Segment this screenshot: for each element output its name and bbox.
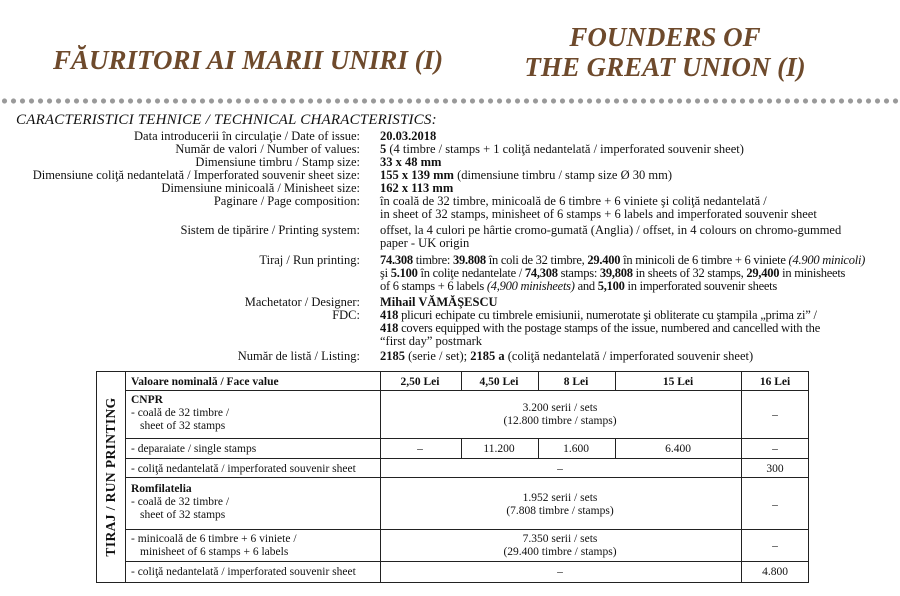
cnpr-single-450: 11.200	[483, 443, 515, 455]
run-printing-line2: şi 5.100 în coliţe nedantelate / 74,308 stamps: 39,808 in sheets of 32 stamps, 29,400 in minisheets	[380, 266, 846, 280]
souvenir-sheet-size-value: 155 x 139 mm (dimensiune timbru / stamp size Ø 30 mm)	[380, 168, 672, 182]
romfilatelia-souvenir-label: - coliţă nedantelată / imperforated souvenir sheet	[131, 566, 356, 578]
page-composition-label: Paginare / Page composition:	[213, 194, 360, 208]
issue-date-label: Data introducerii în circulaţie / Date of issue:	[134, 129, 360, 143]
technical-characteristics-heading: CARACTERISTICI TEHNICE / TECHNICAL CHARACTERISTICS:	[16, 112, 437, 128]
title-english	[515, 22, 815, 82]
cnpr-label: CNPR	[131, 394, 163, 406]
fdc-line2: 418 covers equipped with the postage stamps of the issue, numbered and cancelled with the	[380, 321, 821, 335]
listing-label: Număr de listă / Listing:	[237, 349, 360, 363]
face-value-15: 15 Lei	[662, 376, 694, 388]
issue-date-value: 20.03.2018	[380, 129, 437, 143]
romfilatelia-mini-label-line1: - minicoală de 6 timbre + 6 viniete /	[131, 533, 297, 545]
face-value-250: 2,50 Lei	[400, 376, 440, 388]
run-printing-line1: 74.308 timbre: 39.808 în coli de 32 timbre, 29.400 în minicoli de 6 timbre + 6 viniete (4.900 minicoli)	[380, 253, 866, 267]
run-printing-line3: of 6 stamps + 6 labels (4,900 minisheets) and 5,100 in imperforated souvenir sheets	[380, 279, 778, 293]
romfilatelia-sheet-value-line2: (7.808 timbre / stamps)	[506, 505, 614, 517]
cnpr-souvenir-merged: –	[557, 463, 563, 475]
romfilatelia-sheet-16: –	[772, 499, 778, 511]
romfilatelia-mini-value-line1: 7.350 serii / sets	[522, 533, 598, 545]
designer-value: Mihail VĂMĂŞESCU	[380, 295, 498, 309]
cnpr-single-15: 6.400	[665, 443, 691, 455]
cnpr-single-8: 1.600	[563, 443, 589, 455]
face-value-450: 4,50 Lei	[479, 376, 519, 388]
romfilatelia-sheet-label-line2: sheet of 32 stamps	[140, 509, 226, 521]
cnpr-sheet-16: –	[772, 409, 778, 421]
table-vertical-label: TIRAJ / RUN PRINTING	[97, 372, 126, 582]
listing-value: 2185 (serie / set); 2185 a (coliţă nedantelată / imperforated souvenir sheet)	[380, 349, 754, 363]
romfilatelia-mini-value-line2: (29.400 timbre / stamps)	[503, 546, 617, 558]
printing-system-line1: offset, la 4 culori pe hârtie cromo-gumată (Anglia) / offset, in 4 colours on chromo-gummed	[380, 223, 842, 237]
stamp-size-label: Dimensiune timbru / Stamp size:	[195, 155, 360, 169]
page-composition-line1: în coală de 32 timbre, minicoală de 6 timbre + 6 viniete şi coliţă nedantelată /	[380, 194, 767, 208]
designer-label: Machetator / Designer:	[244, 295, 360, 309]
romfilatelia-souvenir-16: 4.800	[762, 566, 788, 578]
cnpr-single-label: - deparaiate / single stamps	[131, 443, 257, 455]
cnpr-souvenir-label: - coliţă nedantelată / imperforated souvenir sheet	[131, 463, 356, 475]
fdc-label: FDC:	[332, 308, 360, 322]
fdc-line3: “first day” postmark	[380, 334, 483, 348]
cnpr-sheet-label-line2: sheet of 32 stamps	[140, 420, 226, 432]
face-value-8: 8 Lei	[563, 376, 589, 388]
cnpr-single-250: –	[417, 443, 423, 455]
title-romanian: FĂURITORI AI MARII UNIRI (I)	[53, 45, 444, 75]
face-value-header: Valoare nominală / Face value	[131, 376, 279, 388]
souvenir-sheet-size-label: Dimensiune coliţă nedantelată / Imperforated souvenir sheet size:	[32, 168, 360, 182]
romfilatelia-souvenir-merged: –	[557, 566, 563, 578]
minisheet-size-label: Dimensiune minicoală / Minisheet size:	[161, 181, 360, 195]
page-composition-line2: in sheet of 32 stamps, minisheet of 6 stamps + 6 labels and imperforated souvenir sheet	[380, 207, 817, 221]
stamp-size-value: 33 x 48 mm	[380, 155, 442, 169]
cnpr-single-16: –	[772, 443, 778, 455]
fdc-line1: 418 plicuri echipate cu timbrele emisiunii, numerotate şi obliterate cu ştampila „prima zi” /	[380, 308, 817, 322]
dotted-divider	[0, 96, 900, 106]
romfilatelia-mini-16: –	[772, 540, 778, 552]
romfilatelia-mini-label-line2: minisheet of 6 stamps + 6 labels	[140, 546, 289, 558]
run-printing-label: Tiraj / Run printing:	[259, 253, 360, 267]
cnpr-sheet-value-line1: 3.200 serii / sets	[522, 402, 598, 414]
title-english-line1: FOUNDERS OF	[569, 22, 761, 52]
number-of-values-label: Număr de valori / Number of values:	[175, 142, 360, 156]
face-value-16: 16 Lei	[759, 376, 791, 388]
romfilatelia-label: Romfilatelia	[131, 483, 192, 495]
cnpr-sheet-label-line1: - coală de 32 timbre /	[131, 407, 230, 419]
number-of-values-value: 5 (4 timbre / stamps + 1 coliţă nedantelată / imperforated souvenir sheet)	[380, 142, 744, 156]
run-printing-table	[96, 371, 809, 583]
printing-system-line2: paper - UK origin	[380, 236, 470, 250]
title-english-line2: THE GREAT UNION (I)	[524, 52, 806, 82]
cnpr-sheet-value-line2: (12.800 timbre / stamps)	[503, 415, 617, 427]
minisheet-size-value: 162 x 113 mm	[380, 181, 454, 195]
cnpr-souvenir-16: 300	[766, 463, 784, 475]
romfilatelia-sheet-value-line1: 1.952 serii / sets	[522, 492, 598, 504]
printing-system-label: Sistem de tipărire / Printing system:	[180, 223, 360, 237]
romfilatelia-sheet-label-line1: - coală de 32 timbre /	[131, 496, 230, 508]
